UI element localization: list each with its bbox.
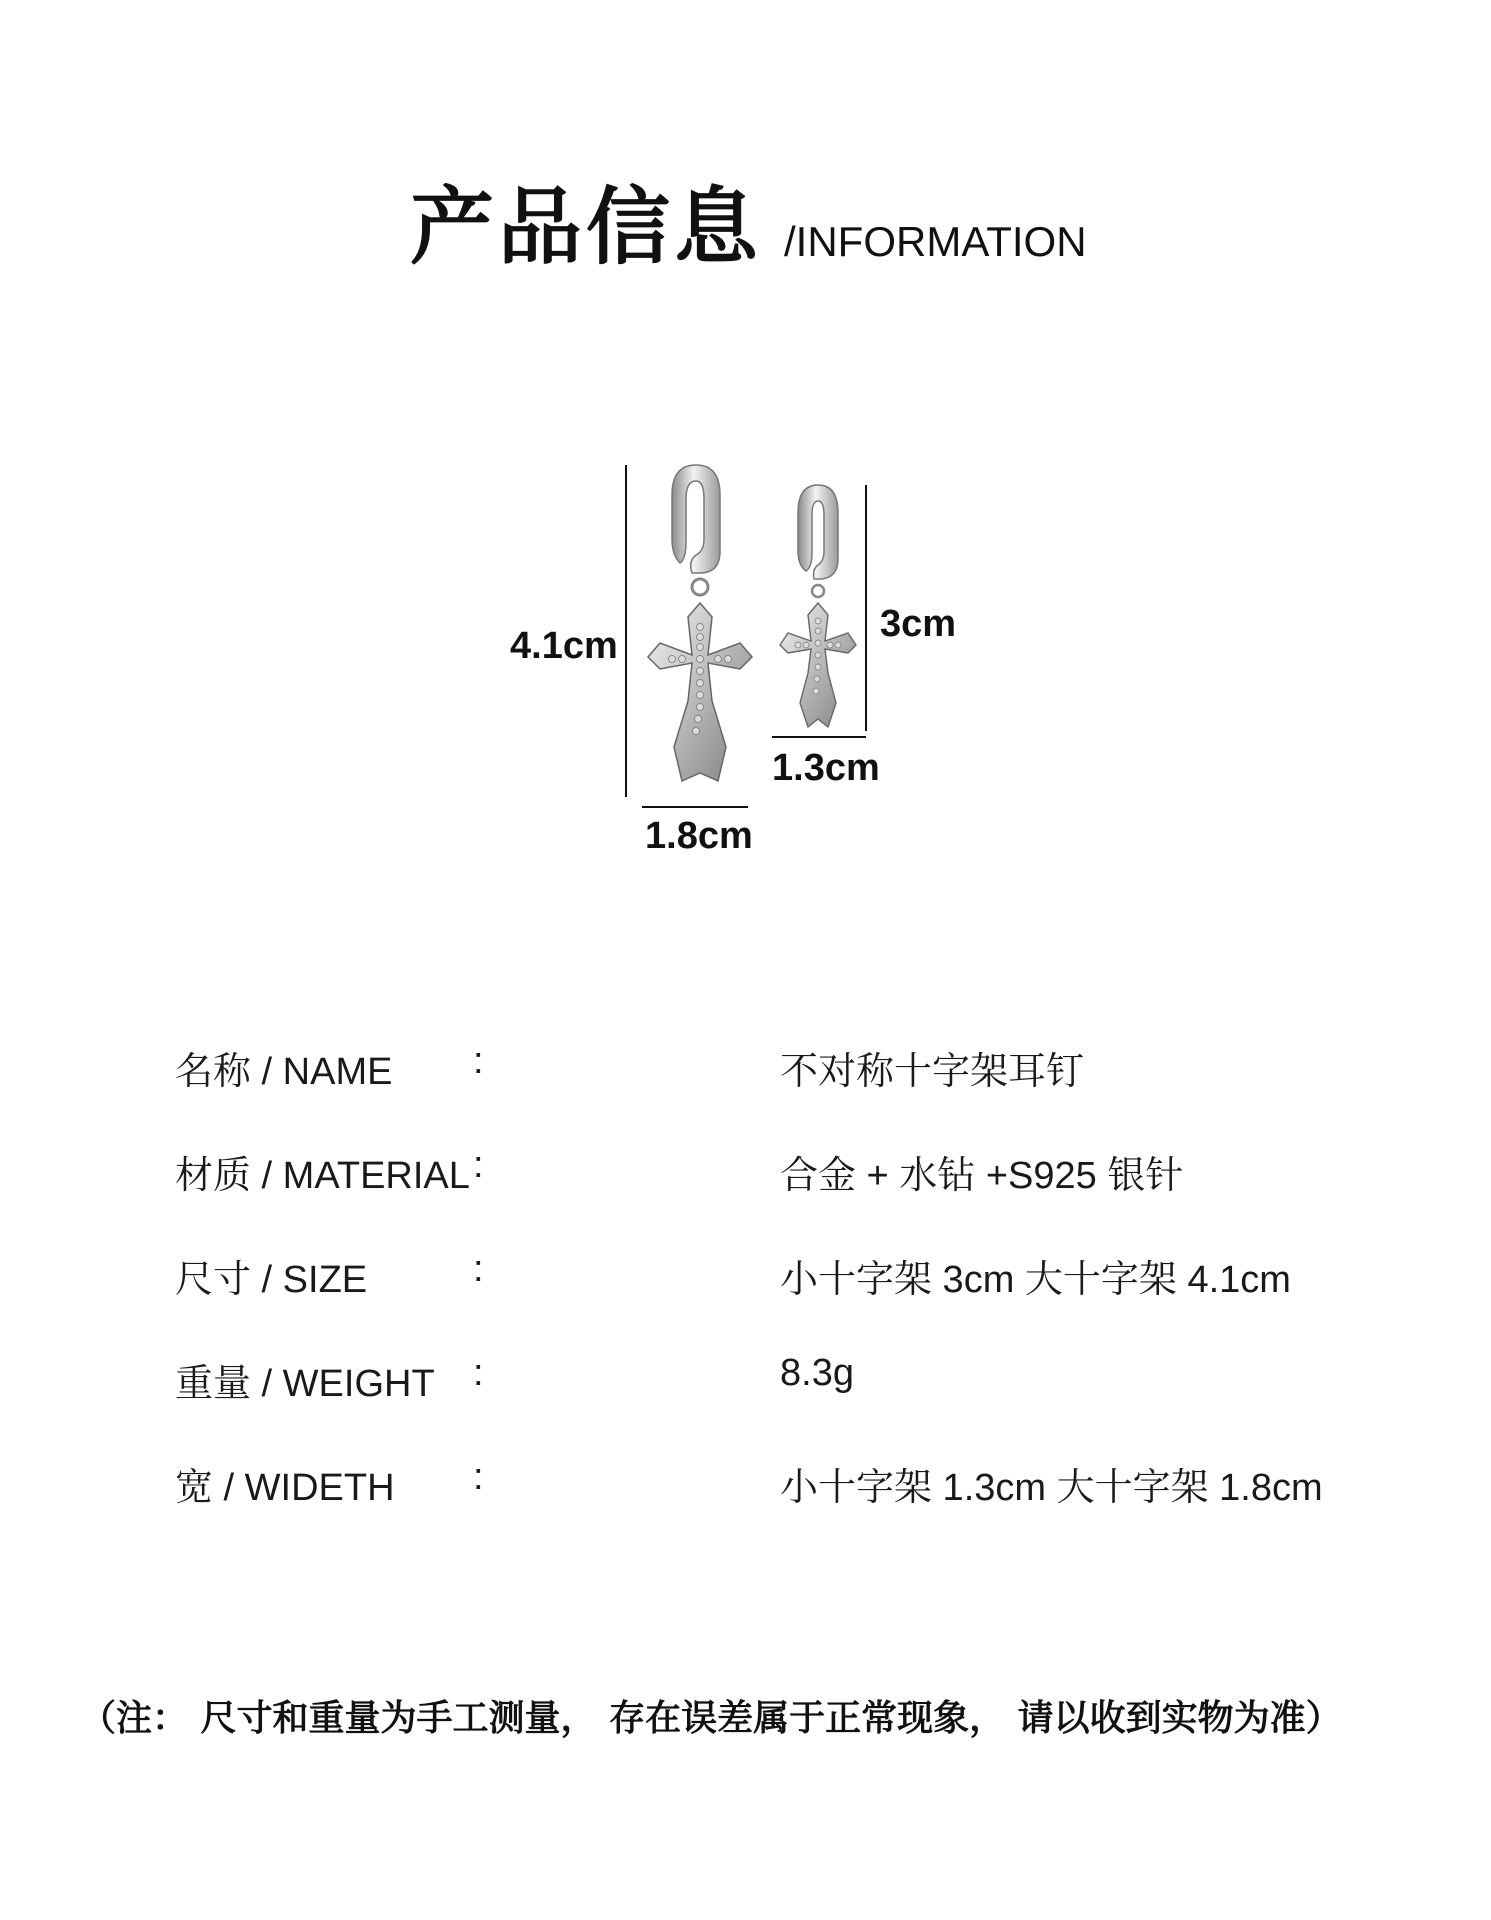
info-label: 名称 / NAME — [175, 1051, 393, 1093]
large-height-label: 4.1cm — [510, 625, 618, 667]
info-row-weight — [175, 1352, 1375, 1456]
title-chinese: 产品信息 — [410, 178, 763, 276]
info-label: 宽 / WIDETH — [175, 1467, 395, 1509]
info-colon: : — [473, 1248, 484, 1290]
product-illustration — [500, 455, 1000, 865]
info-colon: : — [473, 1144, 484, 1186]
small-width-label: 1.3cm — [772, 747, 880, 789]
small-earring — [780, 485, 856, 727]
info-value: 合金 + 水钻 +S925 银针 — [780, 1155, 1184, 1197]
product-info-table — [175, 1040, 1375, 1560]
large-width-label: 1.8cm — [645, 815, 753, 857]
info-colon: : — [473, 1456, 484, 1498]
info-value: 8.3g — [780, 1352, 854, 1394]
info-row-material — [175, 1144, 1375, 1248]
info-value: 小十字架 3cm 大十字架 4.1cm — [780, 1259, 1291, 1301]
info-label: 尺寸 / SIZE — [175, 1259, 368, 1301]
info-value: 小十字架 1.3cm 大十字架 1.8cm — [780, 1467, 1323, 1509]
info-colon: : — [473, 1040, 484, 1082]
title-english: /INFORMATION — [784, 218, 1087, 265]
info-value: 不对称十字架耳钉 — [780, 1051, 1085, 1093]
disclaimer-note: （注： 尺寸和重量为手工测量， 存在误差属于正常现象， 请以收到实物为准） — [80, 1698, 1342, 1739]
small-height-label: 3cm — [880, 603, 957, 645]
info-row-size — [175, 1248, 1375, 1352]
page-title — [410, 160, 1087, 281]
info-colon: : — [473, 1352, 484, 1394]
info-label: 材质 / MATERIAL — [175, 1155, 470, 1197]
info-row-name — [175, 1040, 1375, 1144]
info-label: 重量 / WEIGHT — [175, 1363, 435, 1405]
info-row-width — [175, 1456, 1375, 1560]
large-earring — [648, 465, 752, 781]
